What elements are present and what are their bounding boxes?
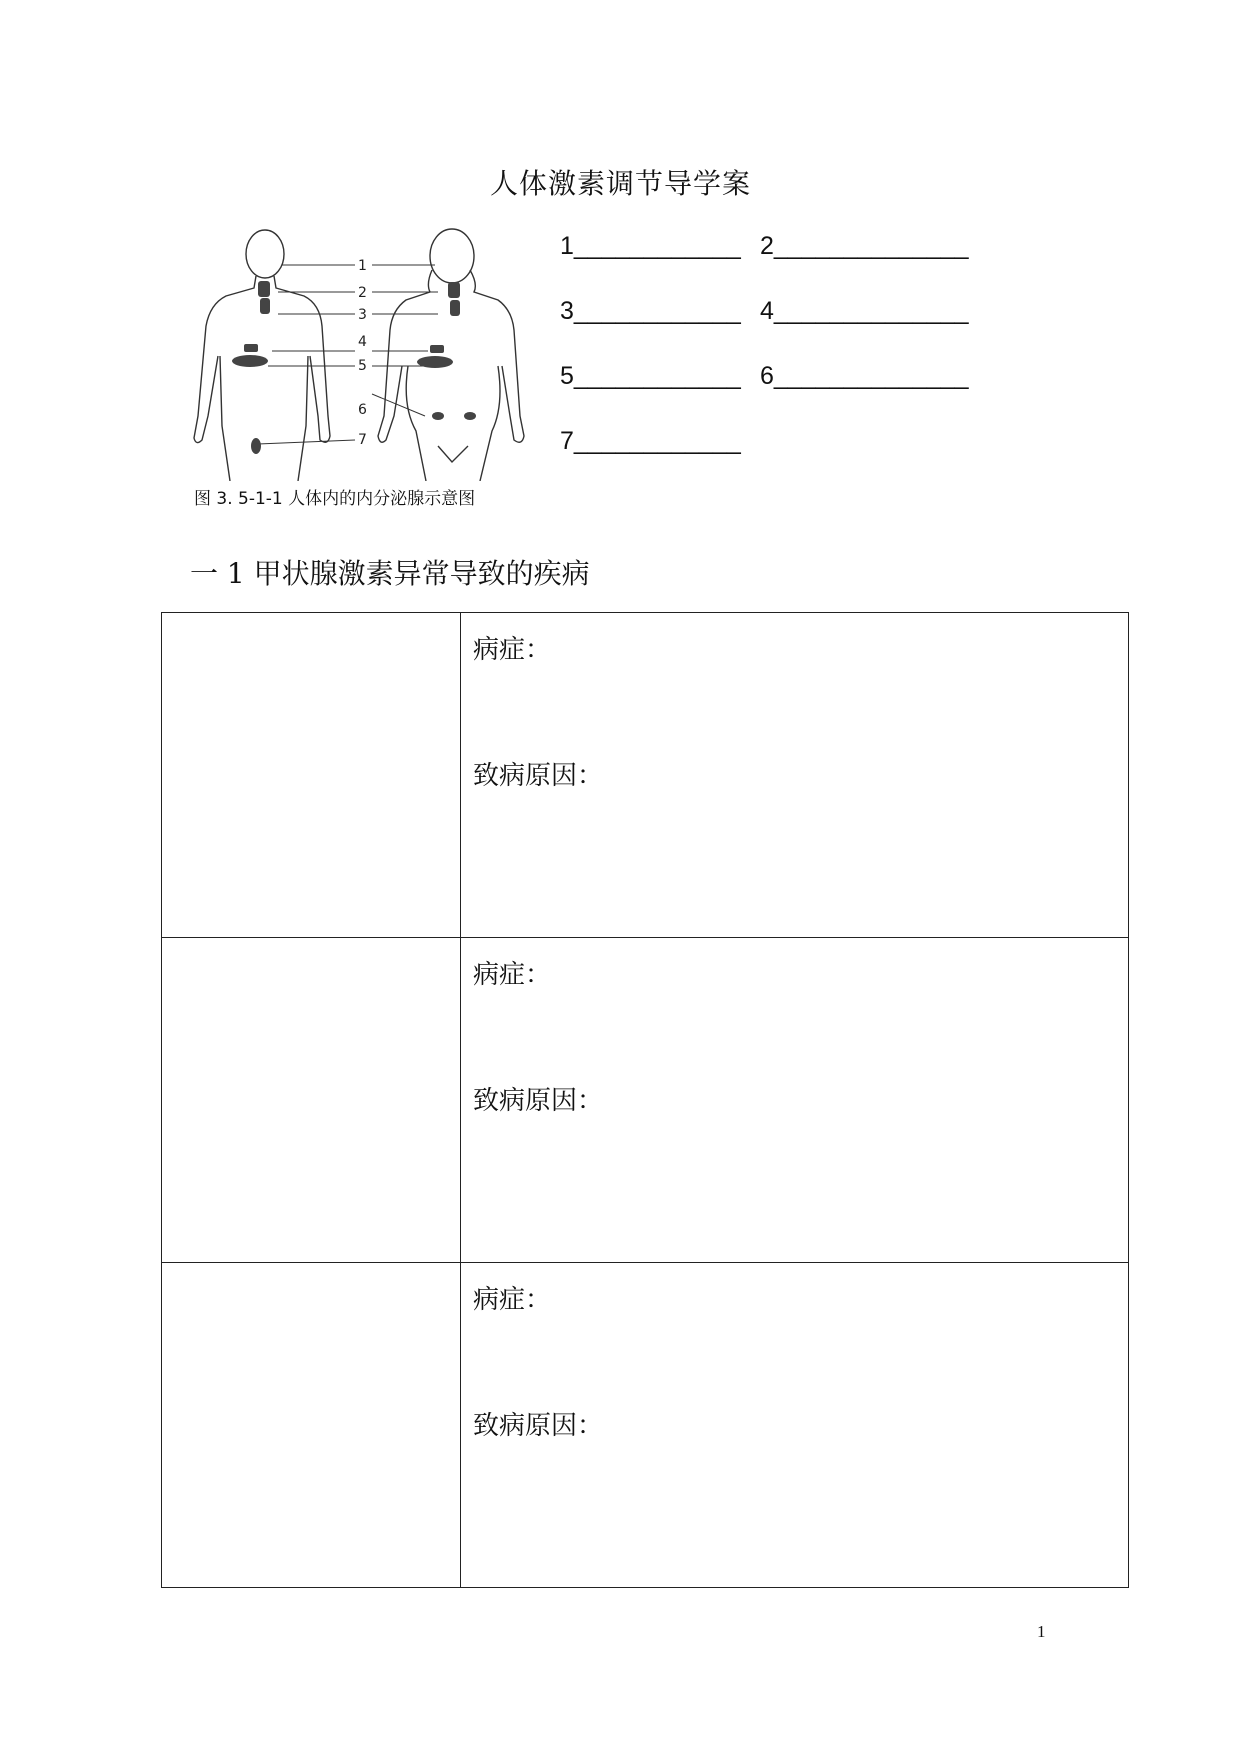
blank-5[interactable]: 5____________ <box>560 362 741 390</box>
disease-name-cell[interactable] <box>162 938 461 1263</box>
gland-label: 6 <box>358 402 367 418</box>
table-row <box>162 938 1129 1263</box>
disease-detail-cell[interactable] <box>461 613 1129 938</box>
disease-name-cell[interactable] <box>162 613 461 938</box>
table-row <box>162 1263 1129 1588</box>
cause-label: 致病原因： <box>473 1411 604 1441</box>
disease-detail-cell[interactable] <box>461 938 1129 1263</box>
blank-4[interactable]: 4______________ <box>760 297 969 325</box>
blank-6[interactable]: 6______________ <box>760 362 969 390</box>
symptom-label: 病症： <box>473 635 552 665</box>
blank-1[interactable]: 1____________ <box>560 232 741 260</box>
blank-3[interactable]: 3____________ <box>560 297 741 325</box>
female-body-outline <box>378 229 524 481</box>
gland-label: 2 <box>358 285 367 301</box>
disease-table <box>161 612 1129 1588</box>
figure-caption: 图 3. 5-1-1 人体内的内分泌腺示意图 <box>194 489 476 509</box>
blank-7[interactable]: 7____________ <box>560 427 741 455</box>
cause-label: 致病原因： <box>473 1086 604 1116</box>
worksheet-title: 人体激素调节导学案 <box>489 167 751 200</box>
symptom-label: 病症： <box>473 960 552 990</box>
endocrine-gland-figure <box>180 226 532 511</box>
gland-label: 4 <box>358 334 367 350</box>
gland-marks <box>232 281 476 454</box>
disease-detail-cell[interactable] <box>461 1263 1129 1588</box>
gland-label: 1 <box>358 258 367 274</box>
label-leader-lines <box>258 265 438 444</box>
gland-label: 7 <box>358 432 367 448</box>
symptom-label: 病症： <box>473 1285 552 1315</box>
gland-label: 5 <box>358 358 367 374</box>
endocrine-gland-diagram <box>180 226 532 481</box>
page-number: 1 <box>1037 1622 1046 1641</box>
cause-label: 致病原因： <box>473 761 604 791</box>
gland-label: 3 <box>358 307 367 323</box>
disease-name-cell[interactable] <box>162 1263 461 1588</box>
gland-number-labels <box>358 258 367 448</box>
table-row <box>162 613 1129 938</box>
blank-2[interactable]: 2______________ <box>760 232 969 260</box>
section-heading: 一 1 甲状腺激素异常导致的疾病 <box>190 557 590 590</box>
